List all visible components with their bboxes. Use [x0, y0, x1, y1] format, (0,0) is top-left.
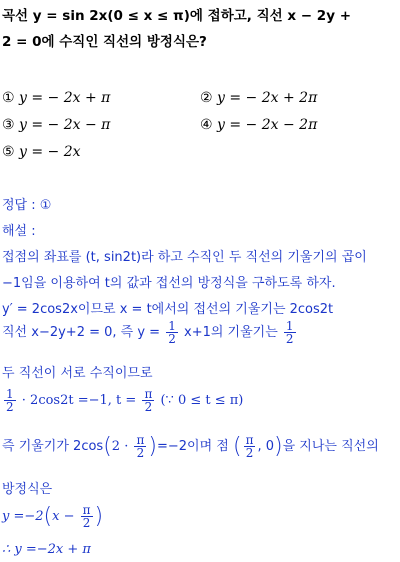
solution-line-1: 접점의 좌표를 (t, sin2t)라 하고 수직인 두 직선의 기울기의 곱이: [2, 250, 367, 265]
answer-label: 정답 : ①: [2, 198, 52, 213]
solution-line-5: 두 직선이 서로 수직이므로: [2, 366, 153, 381]
fraction-pi-over-2: $\frac{\pi}{2}$: [82, 503, 91, 530]
solution-line-8: 방정식은: [2, 482, 53, 497]
question-line-2: 2 = 0에 수직인 직선의 방정식은?: [2, 34, 207, 50]
solution-line-7: 즉 기울기가 2cos(2 · $\frac{\pi}{2}$ )=−2이며 점 ( $\frac{\pi}{2}$ , 0)을 지나는 직선의: [2, 433, 379, 460]
solution-line-10: ∴ y =−2x + π: [2, 542, 91, 557]
fraction-half: $\frac{1}{2}$: [168, 319, 176, 346]
option-5[interactable]: ⑤ y = − 2x: [2, 144, 81, 160]
fraction-pi-over-2: $\frac{\pi}{2}$: [144, 387, 153, 414]
solution-line-4: 직선 x−2y+2 = 0, 즉 y = $\frac{1}{2}$ x+1의 기울기는 $\frac{1}{2}$: [2, 319, 294, 346]
solution-line-3: y′ = 2cos2x이므로 x = t에서의 접선의 기울기는 2cos2t: [2, 302, 334, 317]
explanation-label: 해설 :: [2, 224, 36, 239]
option-4[interactable]: ④ y = − 2x − 2π: [200, 117, 318, 133]
option-2[interactable]: ② y = − 2x + 2π: [200, 90, 318, 106]
fraction-pi-over-2: $\frac{\pi}{2}$: [136, 433, 145, 460]
solution-line-9: y =−2(x − $\frac{\pi}{2}$ ): [2, 503, 104, 530]
fraction-pi-over-2: $\frac{\pi}{2}$: [245, 433, 254, 460]
fraction-half: $\frac{1}{2}$: [6, 387, 14, 414]
fraction-half: $\frac{1}{2}$: [285, 319, 294, 346]
solution-line-2: −1임을 이용하여 t의 값과 접선의 방정식을 구하도록 하자.: [2, 276, 336, 291]
solution-line-6: $\frac{1}{2}$ · 2cos2t =−1, t = $\frac{\pi}{2}$ (∵ 0 ≤ t ≤ π): [6, 387, 244, 414]
option-3[interactable]: ③ y = − 2x − π: [2, 117, 111, 133]
question-line-1: 곡선 y = sin 2x(0 ≤ x ≤ π)에 접하고, 직선 x − 2y +: [2, 8, 352, 24]
option-1[interactable]: ① y = − 2x + π: [2, 90, 111, 106]
